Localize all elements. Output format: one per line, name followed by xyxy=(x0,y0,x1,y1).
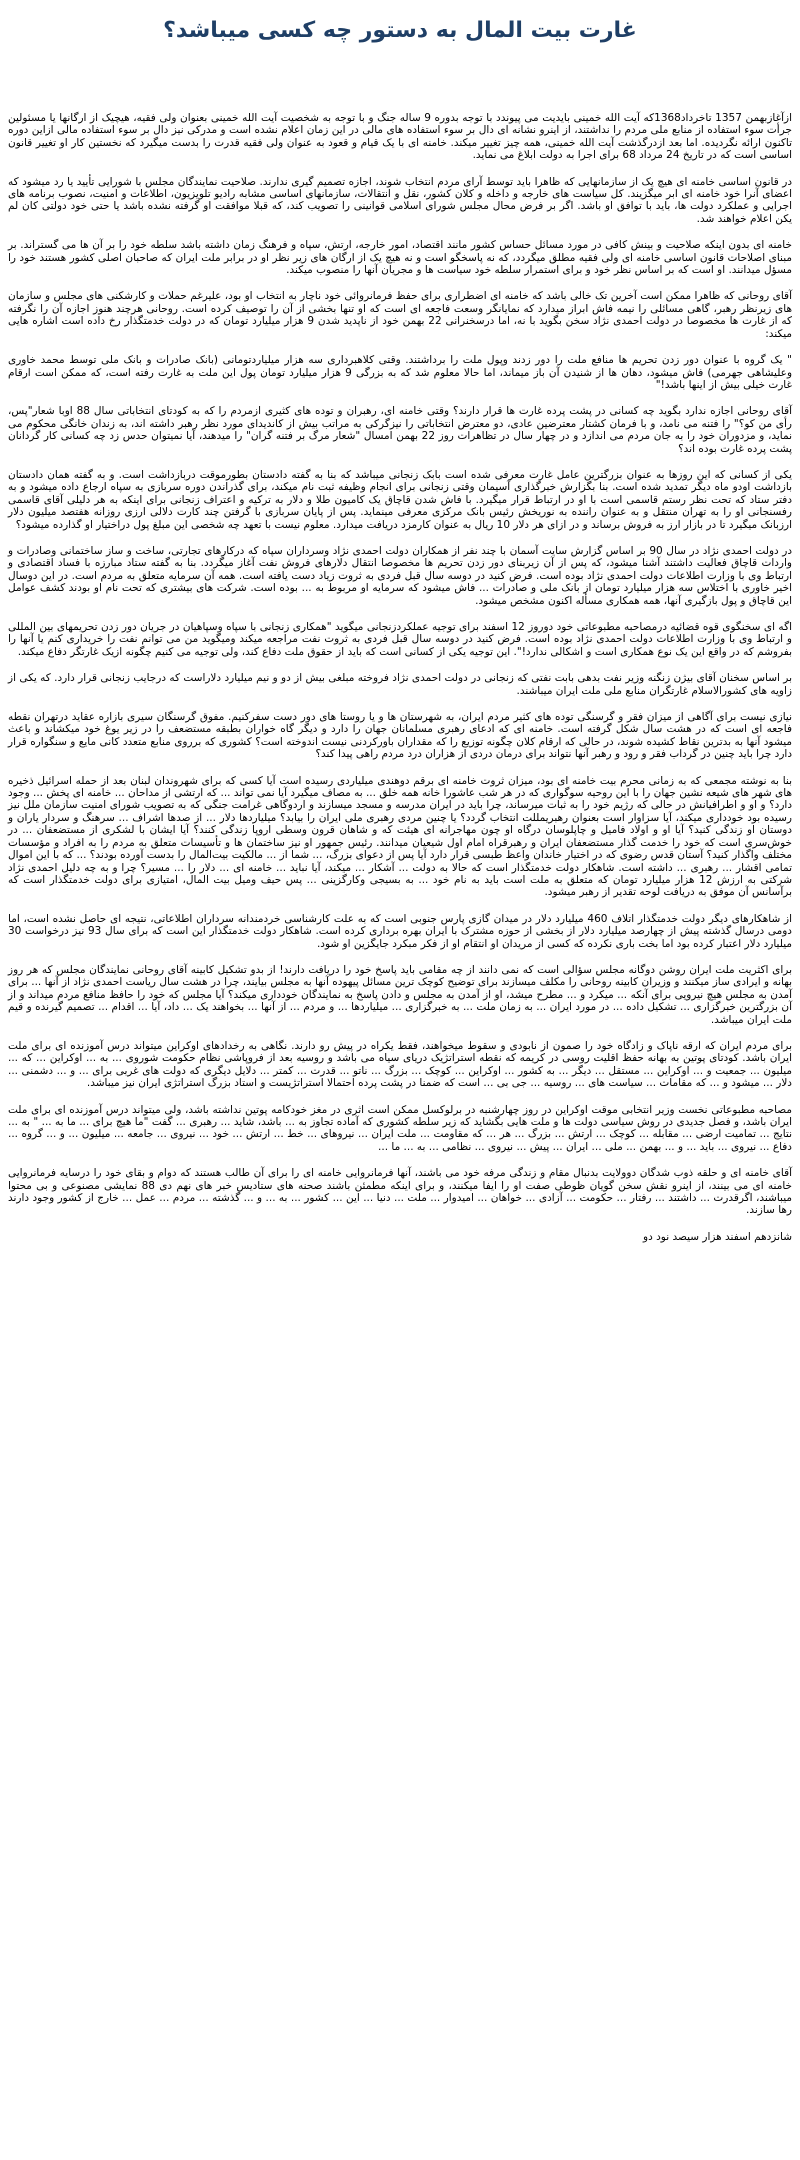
article-paragraph: برای مردم ایران که ارقه ناپاک و زادگاه خود را صمون از نابودی و سقوط میخواهند، فقط یکراه در پیش رو دارند. نگاهی به رخدادهای اوکراین میتواند درس آموزنده ای برای ملت ایران باشد. کودتای پوتین به بهانه حفظ اقلیت روسی در کریمه که نقطه استراتژیک دریای سیاه می باشد و روسیه بعد از فروپاشی نظام حکومت شوروی ... به ... اوکراین ... که ... میلیون ... جمعیت و ... اوکراین ... مستقل ... دیگر ... به کشور ... اوکراین ... کوچک ... بزرگ ... ناتو ... قدرت ... کمتر ... دلایل دیگری که دولت های غربی برای ... و ... دشمنی ... دلار ... میشود و ... که مقامات ... سیاست های ... روسیه ... جی بی ... است که ضمنا در پشت پرده احتمالا استراتژیست و استاد بزرگ استراتژی ایران نیز میباشد. xyxy=(8,1039,792,1090)
article-signoff: شانزدهم اسفند هزار سیصد نود دو xyxy=(643,1230,792,1243)
article-paragraph: اگه ای سخنگوی قوه قضائیه درمصاحبه مطبوعاتی خود دوروز 12 اسفند برای توجیه عملکردزنجانی میگوید "همکاری زنجانی با سپاه وسپاهیان در جریان دور زدن تحریمهای بین المللی و ارتباط وی با وزارت اطلاعات دولت احمدی نژاد بوده است. فرض کنید در دوسه سال قبل فردی به ثروت نفت مراجعه میکند ومیگوید من می توانم نفت را خریداری کنم یا آنها را بفروشم که در واقع این یک نوع همکاری است و اشکالی ندارد!". این توجیه یکی از کسانی است که باید از حقوق ملت دفاع کند، ولی توجیه می کنیم چگونه ازیک غارتگر دفاع میکند. xyxy=(8,621,792,658)
article-paragraph: از شاهکارهای دیگر دولت خدمتگذار اتلاف 460 میلیارد دلار در میدان گازی پارس جنوبی است که به علت کارشناسی خردمندانه سرداران اطلاعاتی، نتیجه ای حاصل نشده است، اما دومی درسال گذشته پیش از چهارصد میلیارد دلار از بخشی از حوزه مشترک با ایران بهره برداری کرده است. شاهکار دولت خدمتگذار این است که برای سال 93 نیز درخواست 30 میلیارد دلار اعتبار کرده بود اما بخت باری نکرده که کسی از مریدان او انتقام او از فکر مبکرد جایگزین او شود. xyxy=(8,912,792,950)
article-paragraph: " یک گروه با عنوان دور زدن تحریم ها منافع ملت را دور زدند وپول ملت را برداشتند. وقتی کلاهبرداری سه هزار میلیاردتومانی (بانک صادرات و بانک ملی توسط محمد خاوری وعلیشاهی جهرمی) فاش میشود، دهان ها از شنیدن آن باز میماند، اما حالا معلوم شد که به بزرگی 9 هزار میلیارد تومان پول این ملت به غارت رفته است، که ممکن است ارقام غارت خیلی بیش از اینها باشد!" xyxy=(8,354,793,391)
article-paragraph: آقای روحانی اجازه ندارد بگوید چه کسانی در پشت پرده غارت ها قرار دارند؟ وقتی خامنه ای، رهبران و توده های کثیری ازمردم را که به کودتای انتخاباتی سال 88 اوبا شعار"پس، رأی من کو؟" را فتنه می نامد، و با فرمان کشتار معترضین عادی، دو معترض انتخاباتی را نیزگرکی به مراتب بیش از کاندیدای مورد نظر رهبر داشته اند، به زندان خانگی محکوم می نماید، و مزدوران خود را به جان مردم می اندازد و در چهار سال در تظاهرات روز 22 بهمن امسال "شعار مرگ بر فتنه گران" را میدهند، آیا نمیتوان حدس زد چه کسانی کار گردانان پشت پرده غارت بوده اند؟ xyxy=(8,405,792,455)
article-paragraph: آقای روحانی که ظاهرا ممکن است آخرین تک خالی باشد که خامنه ای اضطراری برای حفظ فرمانروائی خود ناچار به انتخاب او بود، علیرغم حملات و کارشکنی های مجلس و سازمان های زیرنظر رهبر، گاهی مسائلی را نیمه فاش ابراز میدارد که نمایانگر وسعت فاجعه ای است که او تنها بخشی از آن را توصیف کرده است. روحانی هرچند هنوز اجازه آن را نگرفته که از غارت ها مخصوصا در دولت احمدی نژاد سخن بگوید با نه، اما درسخنرانی 22 بهمن خود از ناپدید شدن 9 هزار میلیارد تومان که در دولت خدمتگذار رخ داده است اشاره هایی میکند: xyxy=(8,290,792,340)
article-paragraph: برای اکثریت ملت ایران روشن دوگانه مجلس سؤالی است که نمی دانند از چه مقامی باید پاسخ خود را دریافت دارند! از بدو تشکیل کابینه آقای روحانی نمایندگان مجلس که هر روز بهانه و ایرادی ساز میکنند و وزیران کابینه روحانی را مکلف میسازند برای توضیح کوچک ترین مسائل پیهوده آنها به مجلس بیایند، چرا در هشت سال ریاست احمدی نژاد از آنها ... برای آمدن به مجلس هیچ نیرویی برای آنکه ... میکرد و ... مطرح میشد، او از آمدن به مجلس و دادن پاسخ به نمایندگان خودداری میکند؟ آیا مجلس که خود را حافظ منافع مردم میداند و از آن بزرگترین خبرگزاری ... تشکیل داده ... در مورد ایران ... به زمان ملت ... به خبرگزاری ... میلیاردها ... و مردم ... از آنها ... بخواهند یک ... داد، آیا ... اقدام ... تصمیم گیرنده و قیم ملت ایران میباشد. xyxy=(8,963,792,1026)
article-body xyxy=(8,112,792,1217)
article-paragraph: ازآغازبهمن 1357 تاخرداد1368که آیت الله خمینی بایدیت می پیوندد با توجه بدوره 9 ساله جنگ و با توجه به شخصیت آیت الله خمینی بعنوان ولی فقیه، هیچیک از ارگانها یا مسئولین جرأت سوء استفاده از منابع ملی مردم را نداشتند، از اینرو نشانه ای دال بر سوء استفاده های مالی در این زمان اعلام نشده است و مدرکی نیز دال بر سوء استفاده مالی ازاین دوره تاکنون ارائه نگردیده. اما بعد ازدرگذشت آیت الله خمینی، همه چیز تغییر میکند. خامنه ای با یک قیام و قعود به عنوان ولی فقیه قدرت را بدست میگیرد که نخستین کار او تغییر قانون اساسی است که در تاریخ 24 مرداد 68 برای اجرا به دولت ابلاغ می نماید. xyxy=(8,112,793,162)
article-paragraph: مصاحبه مطبوعاتی نخست وزیر انتخابی موقت اوکراین در روز چهارشنبه در برلوکسل ممکن است اثری در مغز خودکامه پوتین نداشته باشد، ولی میتواند درس آموزنده ای برای ملت ایران باشد، و فصل جدیدی در روش سیاسی دولت ها و ملت هایی بگشاید که زیر سلطه کشوری که آماده تجاوز به ... باشد، شاید ... رهبری ... گفت "ما هیچ برای ... ما به ... " به ... نتایج ... تمامیت ارضی ... مقابله ... کوچک ... ارتش ... بزرگ ... هر ... که مقاومت ... ملت ایران ... نیروهای ... خط ... ارتش ... خود ... نیروی ... جامعه ... میلیون ... و ... گروه ... دفاع ... نیروی ... باید ... و ... بهمن ... ملی ... ایران ... پیش ... نیروی ... نظامی ... به ... ما ... xyxy=(8,1103,792,1153)
article-paragraph: نیازی نیست برای آگاهی از میزان فقر و گرسنگی توده های کثیر مردم ایران، به شهرستان ها و یا روستا های دور دست سفرکنیم. مفوق گرسنگان سیری بازاره عقاید درتهران نقطه فاجعه ای است که در هشت سال شکل گرفته است. خامنه ای که ادعای رهبری مسلمانان جهان را دارد و دیگر گاه خواران بطبقه مستضعف را در زیر یوغ خود میکشاند و باعث میشود آنها به بدترین نقاط کشیده شوند، در حالی که ارقام کلان چگونه توزیع را که مقداران باورکردنی نیست اندوخته است؟ کشوری که برروی منابع متعدد کانی مایع و سنگواره قرار دارد چرا باید چنین در گرداب فقر و رود و رهبر آنها نتواند برای درمان دردی از هزاران درد مردم راهی پیدا کند؟ xyxy=(8,711,792,761)
article-paragraph: آقای خامنه ای و حلقه ذوب شدگان دوولایت بدنبال مقام و زندگی مرفه خود می باشند، آنها فرمانروایی خامنه ای را برای آن طالب هستند که دوام و بقای خود را درسایه فرمانروایی خامنه ای می بینند، از اینرو نقش سخن گویان ظوطی صفت او را ایفا میکنند، و برای اینکه مطمئن باشند صحنه های ستادیس خبر های نهم دی 88 نمایشی مصنوعی و بی محتوا میباشند، اگرقدرت ... داشتند ... رفتار ... حکومت ... آزادی ... خواهان ... امیدوار ... ملت ... دنیا ... این ... کشور ... به ... و ... گذشته ... مردم ... عمل ... خارج از کشور وجود دارند رها سازند. xyxy=(8,1167,793,1217)
article-paragraph: بر اساس سخنان آقای بیژن زنگنه وزیر نفت بدهی بابت نفتی که زنجانی در دولت احمدی نژاد فروخته مبلغی بیش از دو و نیم میلیارد دلاراست که درجایب زنجانی قرار دارد. که یکی از زاویه های کشورالاسلام غارتگران منابع ملی ملت ایران میباشند. xyxy=(8,672,792,697)
article-paragraph: بنا به نوشته مجمعی که به زمانی محرم بیت خامنه ای بود، میزان ثروت خامنه ای برقم دوهندی میلیاردی رسیده است آیا کسی که برای شهروندان لبنان بعد از حمله اسرائیل ذخیره های شهر های شیعه نشین جهان را با این روحیه سوگواری که در هر شب عاشورا خانه همه خلق ... به مصاف میگیرد آیا نمی تواند ... که ارتشی از مداحان ... خامنه ای پخش ... وجود دارد؟ و او و اطرافیانش در حالی که رژیم خود را به ثبات میرساند، چرا باید در ایران مدرسه و مسجد میسازند و اردوگاهی غرامت جنگی که به تصویب شورای امنیت سازمان ملل نیز رسیده بود خودداری میکند، آیا سزاوار است بعنوان رهبریمللت انتخاب گردد؟ یا چنین مردی رهبری ملی ایران را بیابد؟ میلیاردها دلار ... از صدها اشراف ... سرهنگ و سردار یاران و دوستان او زندگی کنید؟ آیا او و اولاد فامیل و چاپلوسان درگاه او چون مهاجرانه ای هیئت که و شاهان قرون وسطی اروپا زندگی کنند؟ آیا ایشان با لشکری از مستضعفان ... در خوش‌سری است که خود را خدمت گذار مستضعفان ایران و رهبرقراه امام اول شیعیان میدانند. رئیس جمهور او نیز ساختمان ها و تأسیسات متعلق به مردم را به افراد و مؤسسات مختلف واگذار کنید؟ آستان قدس رضوی که در اختیار خاندان واعظ طبسی قرار دارد آیا پس از دعوای بزرگ، ... شما از ... مالکیت بیت‌المال را بدست آورده بودند؟ ... که با این اموال تمامی اقشار ... رهبری ... داشته است. شاهکار دولت خدمتگذار است که حالا به دولت ... آشکار ... میکند، آیا نباید ... خامنه ای ... دلار را ... مسیر؟ چرا و به چه دلیل احمدی نژاد شرکتی به ارزش 12 هزار میلیارد تومان که متعلق به ملت است باید به نام خود ... به بسیجی وکارگزینی ... پس حیف ومیل بیت المال، امتیازی برای دولت خدمتگذار است که برآسانس آن موفق به دریافت لوحه تقدیر از رهبر میشود. xyxy=(8,774,793,899)
article-paragraph: در دولت احمدی نژاد در سال 90 بر اساس گزارش سایت آسمان با چند نفر از همکاران دولت احمدی نژاد وسرداران سپاه که درکارهای تجارتی، ساخت و ساز ساختمانی وصادرات و واردات قاچاق فعالیت داشتند آشنا میشود، که پس از آن زیربنای دور زدن تحریم ها مخصوصا انتقال دلارهای فروش نفت آغاز میگردد. بنا به گفته ستاد مبارزه با فساد اقتصادی و ارتباط وی با وزارت اطلاعات دولت احمدی نژاد بوده است. فرض کنید در دوسه سال قبل فردی به ثروت زیاد دست یافته است. همه آن سرمایه متعلق به مردم است. در این دوسال اخیر خاوری با اختلاس سه هزار میلیارد تومان از بانک ملی و صادرات ... فاش میشود که سرمایه او مربوط به ... بوده است. شرکت های بیشتری که تحت نام او بودند کشف عوامل این قاچاق و پول بازگیری آنها، همه همکاری مسأله اکنون مشخص میشود. xyxy=(8,544,792,607)
page-title: غارت بیت المال به دستور چه کسی میباشد؟ xyxy=(163,18,637,43)
article-paragraph: یکی از کسانی که این روزها به عنوان بزرگترین عامل غارت معرفی شده است بابک زنجانی میباشد که بنا به گفته دادستان بطورموقت دربازداشت است. و به گفته همان دادستان بازداشت اودو ماه دیگر تمدید شده است. بنا بگزارش خبرگذاری آسیمان وقتی زنجانی برای انجام وظیفه ثبت نام میکند، برای گذراندن دوره سربازی به سپاه ارجاع داده میشود و به دفتر ستاد که تحت نظر رستم قاسمی است با او در ارتباط قرار میگیرد. با فاش شدن قاچاق یک کامیون طلا و دلار به ترکیه و اعتراف زنجانی برای اینکه به هر دلیلی آقای قاسمی رفسنجانی او را به تهران منتقل و به عنوان راننده به نوریخش رئیس بانک مرکزی معرفی مینماید. پس از پایان سربازی با گرفتن چند کارت دلالی ارزی روزانه هفتصد میلیون دلار ارزبانک میگیرد تا در بازار ارز به فروش برساند و در ازای هر دلار 10 ریال به عنوان کارمزد دریافت میدارد. معلوم نیست با تعهد چه شخصی این مبلغ پول دراختیار او گذارده میشود؟ xyxy=(8,468,792,531)
article-paragraph: خامنه ای بدون اینکه صلاحیت و بینش کافی در مورد مسائل حساس کشور مانند اقتصاد، امور خارجه، ارتش، سپاه و فرهنگ زمان داشته باشد سلطه خود را بر آن ها می گستراند. بر مبنای اصلاحات قانون اساسی خامنه ای ولی فقیه مطلق میگردد، که نه پاسخگو است و نه هیچ یک از ارگان های زیر نظر او در برابر ملت ایران که صاحبان اصلی کشور هستند خود را مسؤل میدانند. او است که بر اساس نظر خود و برای استمرار سلطه خود سیاست ها و مجریان آنها را منصوب میکند. xyxy=(8,239,792,277)
article-paragraph: در قانون اساسی خامنه ای هیچ یک از سازمانهایی که ظاهرا باید توسط آرای مردم انتخاب شوند، اجازه تصمیم گیری ندارند. صلاحیت نمایندگان مجلس با شورایی تأیید یا رد میشود که اعضای آنرا خود خامنه ای ابر میگزیند. کل سیاست های خارجه و داخله و کلان کشور، نقل و انتقالات، سازمانهای اساسی مشابه رادیو تلویزیون، اطلاعات و امنیت، نصوب برنامه های اجرایی و عملکرد دولت ها، باید با توافق او باشد. اگر بر فرض محال مجلس شورای اسلامی قوانینی را تصویب کند، که قبلا موافقت او گرفته نشده باشد یا حتی خود دولتی کان لم یکن اعلام خواهند شد. xyxy=(8,175,792,225)
